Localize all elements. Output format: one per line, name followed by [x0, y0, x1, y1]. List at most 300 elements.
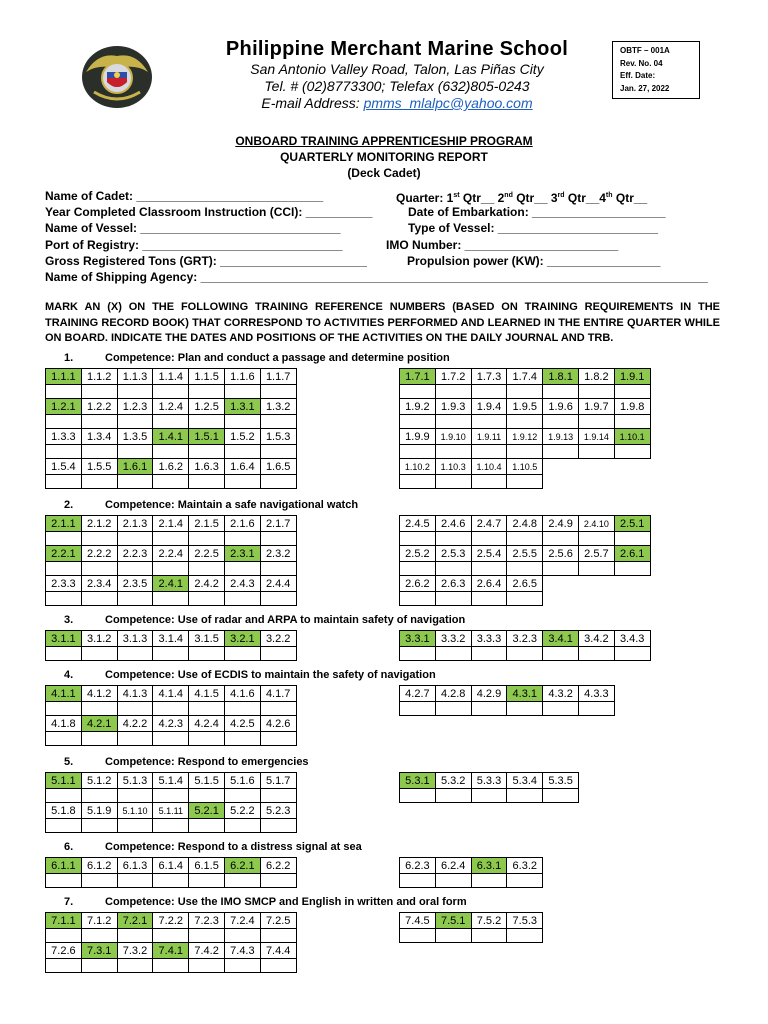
mark-cell[interactable] [614, 532, 650, 546]
mark-cell[interactable] [189, 732, 225, 746]
reference-cell: 7.4.5 [400, 913, 436, 929]
reference-cell: 1.7.1 [400, 369, 436, 385]
mark-cell[interactable] [189, 789, 225, 803]
email-link[interactable]: pmms_mlalpc@yahoo.com [363, 95, 533, 111]
mark-cell[interactable] [153, 929, 189, 943]
mark-cell[interactable] [189, 929, 225, 943]
reference-cell: 7.4.4 [260, 943, 296, 959]
mark-cell[interactable] [224, 874, 260, 888]
mark-cell[interactable] [153, 647, 189, 661]
mark-cell[interactable] [117, 562, 153, 576]
mark-cell[interactable] [224, 929, 260, 943]
competence-number: 1. [64, 352, 74, 364]
reference-cell: 2.4.6 [435, 516, 471, 532]
reference-cell: 1.6.2 [153, 459, 189, 475]
mark-cell[interactable] [117, 789, 153, 803]
mark-cell[interactable] [189, 702, 225, 716]
mark-cell[interactable] [435, 929, 471, 943]
mark-cell[interactable] [189, 874, 225, 888]
mark-cell[interactable] [507, 385, 543, 399]
mark-cell[interactable] [578, 445, 614, 459]
mark-cell[interactable] [81, 702, 117, 716]
vessel-name-field[interactable]: Name of Vessel: ______________________________ [45, 221, 341, 236]
reference-cell: 2.5.4 [471, 546, 507, 562]
mark-cell[interactable] [578, 647, 614, 661]
reference-cell: 2.5.7 [578, 546, 614, 562]
reference-cell: 2.3.4 [81, 576, 117, 592]
mark-cell[interactable] [224, 475, 260, 489]
school-address: San Antonio Valley Road, Talon, Las Piñas City [250, 61, 544, 77]
mark-cell[interactable] [81, 475, 117, 489]
mark-cell[interactable] [260, 415, 296, 429]
reference-cell: 1.6.3 [189, 459, 225, 475]
reference-cell: 2.2.5 [189, 546, 225, 562]
reference-cell: 5.3.4 [507, 773, 543, 789]
mark-cell[interactable] [435, 532, 471, 546]
mark-cell[interactable] [117, 874, 153, 888]
mark-cell[interactable] [153, 789, 189, 803]
mark-cell[interactable] [614, 445, 650, 459]
competence-title [45, 669, 436, 681]
reference-cell: 2.1.4 [153, 516, 189, 532]
mark-cell[interactable] [435, 385, 471, 399]
reference-cell: 4.1.3 [117, 686, 153, 702]
mark-cell[interactable] [543, 415, 579, 429]
mark-cell[interactable] [153, 702, 189, 716]
mark-cell[interactable] [117, 819, 153, 833]
competence-title [45, 499, 358, 511]
mark-cell[interactable] [400, 532, 436, 546]
mark-cell[interactable] [81, 959, 117, 973]
reference-cell: 3.2.2 [260, 631, 296, 647]
mark-cell[interactable] [46, 532, 82, 546]
mark-cell[interactable] [46, 929, 82, 943]
mark-cell[interactable] [260, 732, 296, 746]
report-title: QUARTERLY MONITORING REPORT [280, 150, 488, 164]
reference-cell: 5.1.2 [81, 773, 117, 789]
reference-cell: 7.2.5 [260, 913, 296, 929]
mark-cell[interactable] [153, 592, 189, 606]
reference-cell: 4.3.3 [578, 686, 614, 702]
mark-cell[interactable] [507, 475, 543, 489]
mark-cell[interactable] [578, 385, 614, 399]
mark-cell[interactable] [224, 819, 260, 833]
mark-cell[interactable] [117, 929, 153, 943]
reference-cell: 4.2.7 [400, 686, 436, 702]
reference-cell: 5.3.3 [471, 773, 507, 789]
reference-cell: 1.6.1 [117, 459, 153, 475]
reference-cell: 3.1.2 [81, 631, 117, 647]
reference-cell: 6.2.1 [224, 858, 260, 874]
mark-cell[interactable] [543, 647, 579, 661]
mark-cell[interactable] [578, 702, 614, 716]
mark-cell[interactable] [153, 819, 189, 833]
mark-cell[interactable] [224, 532, 260, 546]
mark-cell[interactable] [224, 592, 260, 606]
mark-cell[interactable] [153, 475, 189, 489]
mark-cell[interactable] [117, 415, 153, 429]
reference-cell: 7.1.2 [81, 913, 117, 929]
port-registry-field[interactable]: Port of Registry: ______________________________ [45, 237, 343, 252]
mark-cell[interactable] [260, 929, 296, 943]
mark-cell[interactable] [260, 647, 296, 661]
cadet-info-form [45, 188, 735, 285]
mark-cell[interactable] [224, 562, 260, 576]
mark-cell[interactable] [46, 415, 82, 429]
mark-cell[interactable] [46, 562, 82, 576]
mark-cell[interactable] [81, 789, 117, 803]
mark-cell[interactable] [400, 702, 436, 716]
mark-cell[interactable] [117, 385, 153, 399]
mark-cell[interactable] [153, 959, 189, 973]
mark-cell[interactable] [400, 647, 436, 661]
reference-cell: 2.1.6 [224, 516, 260, 532]
mark-cell[interactable] [260, 702, 296, 716]
mark-cell[interactable] [471, 532, 507, 546]
mark-cell[interactable] [507, 445, 543, 459]
mark-cell[interactable] [46, 959, 82, 973]
cadet-name-field[interactable]: Name of Cadet: ____________________________ [45, 189, 324, 203]
reference-cell: 3.4.1 [543, 631, 579, 647]
mark-cell[interactable] [435, 445, 471, 459]
mark-cell[interactable] [81, 929, 117, 943]
mark-cell[interactable] [189, 819, 225, 833]
mark-cell[interactable] [46, 702, 82, 716]
reference-cell: 1.10.4 [471, 459, 507, 475]
reference-cell: 2.4.10 [578, 516, 614, 532]
mark-cell[interactable] [153, 532, 189, 546]
reference-cell: 4.2.4 [189, 716, 225, 732]
document-control-box [612, 41, 700, 99]
reference-cell: 2.1.2 [81, 516, 117, 532]
reference-cell: 5.3.1 [400, 773, 436, 789]
competence-label: Competence: Use of ECDIS to maintain the safety of navigation [105, 669, 436, 681]
mark-cell[interactable] [614, 415, 650, 429]
reference-cell: 1.9.10 [435, 429, 471, 445]
reference-cell: 1.1.3 [117, 369, 153, 385]
reference-cell: 2.1.3 [117, 516, 153, 532]
mark-cell[interactable] [471, 929, 507, 943]
reference-cell: 2.6.4 [471, 576, 507, 592]
mark-cell[interactable] [81, 562, 117, 576]
mark-cell[interactable] [189, 532, 225, 546]
mark-cell[interactable] [435, 702, 471, 716]
mark-cell[interactable] [81, 385, 117, 399]
competence-label: Competence: Respond to a distress signal at sea [105, 841, 362, 853]
mark-cell[interactable] [81, 819, 117, 833]
mark-cell[interactable] [507, 647, 543, 661]
competences.4.right_rows-grid [399, 772, 579, 803]
mark-cell[interactable] [400, 562, 436, 576]
mark-cell[interactable] [81, 732, 117, 746]
mark-cell[interactable] [260, 789, 296, 803]
reference-cell: 3.3.2 [435, 631, 471, 647]
mark-cell[interactable] [260, 475, 296, 489]
mark-cell[interactable] [189, 475, 225, 489]
reference-cell: 4.2.6 [260, 716, 296, 732]
mark-cell[interactable] [578, 532, 614, 546]
mark-cell[interactable] [81, 445, 117, 459]
reference-cell: 4.2.1 [81, 716, 117, 732]
mark-cell[interactable] [153, 874, 189, 888]
mark-cell[interactable] [400, 415, 436, 429]
instruction-text: MARK AN (X) ON THE FOLLOWING TRAINING REFERENCE NUMBERS (BASED ON TRAINING REQUIREMENTS IN THE TRAINING RECORD BOOK) THAT CORRESPOND TO ACTIVITIES PERFORMED AND LEARNED IN THE ENTIRE QUARTER WHILE ON BOARD. INDICATE THE DATES AND POSITIONS OF THE ACTIVITIES ON THE DAILY JOURNAL AND TRB. [45, 301, 720, 344]
competences.3.left_rows-grid [45, 685, 297, 746]
mark-cell[interactable] [543, 789, 579, 803]
mark-cell[interactable] [153, 445, 189, 459]
reference-cell: 4.1.4 [153, 686, 189, 702]
mark-cell[interactable] [46, 732, 82, 746]
reference-cell: 1.2.4 [153, 399, 189, 415]
mark-cell[interactable] [507, 929, 543, 943]
reference-cell: 1.9.1 [614, 369, 650, 385]
mark-cell[interactable] [117, 532, 153, 546]
competences.6.left_rows-grid [45, 912, 297, 973]
mark-cell[interactable] [46, 385, 82, 399]
reference-cell: 1.1.4 [153, 369, 189, 385]
reference-cell: 1.5.2 [224, 429, 260, 445]
reference-cell: 4.2.5 [224, 716, 260, 732]
mark-cell[interactable] [435, 647, 471, 661]
reference-cell: 1.6.4 [224, 459, 260, 475]
reference-cell: 1.3.4 [81, 429, 117, 445]
competence-number: 2. [64, 499, 74, 511]
reference-cell: 1.6.5 [260, 459, 296, 475]
email-label: E-mail Address: [261, 95, 364, 111]
reference-cell: 1.1.6 [224, 369, 260, 385]
mark-cell[interactable] [260, 592, 296, 606]
reference-cell: 5.2.2 [224, 803, 260, 819]
reference-cell: 1.1.2 [81, 369, 117, 385]
reference-cell: 5.2.1 [189, 803, 225, 819]
mark-cell[interactable] [81, 874, 117, 888]
mark-cell[interactable] [435, 874, 471, 888]
mark-cell[interactable] [189, 959, 225, 973]
mark-cell[interactable] [614, 647, 650, 661]
mark-cell[interactable] [81, 647, 117, 661]
mark-cell[interactable] [507, 789, 543, 803]
reference-cell: 1.9.8 [614, 399, 650, 415]
mark-cell[interactable] [224, 415, 260, 429]
reference-cell: 2.2.1 [46, 546, 82, 562]
mark-cell[interactable] [224, 732, 260, 746]
school-phone: Tel. # (02)8773300; Telefax (632)805-0243 [264, 78, 530, 94]
mark-cell[interactable] [189, 385, 225, 399]
mark-cell[interactable] [81, 415, 117, 429]
reference-cell: 1.2.1 [46, 399, 82, 415]
mark-cell[interactable] [435, 415, 471, 429]
mark-cell[interactable] [46, 789, 82, 803]
mark-cell[interactable] [46, 445, 82, 459]
reference-cell: 1.9.4 [471, 399, 507, 415]
mark-cell[interactable] [578, 562, 614, 576]
reference-cell: 7.1.1 [46, 913, 82, 929]
mark-cell[interactable] [189, 562, 225, 576]
mark-cell[interactable] [260, 532, 296, 546]
mark-cell[interactable] [400, 929, 436, 943]
reference-cell: 1.4.1 [153, 429, 189, 445]
mark-cell[interactable] [260, 445, 296, 459]
reference-cell: 6.2.4 [435, 858, 471, 874]
mark-cell[interactable] [117, 959, 153, 973]
mark-cell[interactable] [507, 415, 543, 429]
mark-cell[interactable] [117, 475, 153, 489]
cci-field[interactable]: Year Completed Classroom Instruction (CCI): __________ [45, 205, 373, 220]
reference-cell: 6.1.1 [46, 858, 82, 874]
competence-title [45, 896, 467, 908]
mark-cell[interactable] [471, 702, 507, 716]
mark-cell[interactable] [400, 385, 436, 399]
reference-cell: 4.1.8 [46, 716, 82, 732]
mark-cell[interactable] [471, 789, 507, 803]
competence-number: 3. [64, 614, 74, 626]
reference-cell: 1.9.9 [400, 429, 436, 445]
mark-cell[interactable] [117, 445, 153, 459]
mark-cell[interactable] [153, 732, 189, 746]
mark-cell[interactable] [400, 475, 436, 489]
reference-cell: 1.2.2 [81, 399, 117, 415]
mark-cell[interactable] [81, 532, 117, 546]
mark-cell[interactable] [224, 959, 260, 973]
mark-cell[interactable] [189, 445, 225, 459]
mark-cell[interactable] [153, 562, 189, 576]
mark-cell[interactable] [224, 445, 260, 459]
mark-cell[interactable] [435, 592, 471, 606]
reference-cell: 1.10.5 [507, 459, 543, 475]
mark-cell[interactable] [471, 475, 507, 489]
reference-cell: 5.1.4 [153, 773, 189, 789]
mark-cell[interactable] [224, 647, 260, 661]
mark-cell[interactable] [400, 592, 436, 606]
mark-cell[interactable] [260, 819, 296, 833]
mark-cell[interactable] [260, 959, 296, 973]
mark-cell[interactable] [614, 385, 650, 399]
competences.0.left_rows-grid [45, 368, 297, 489]
competence-number: 4. [64, 669, 74, 681]
mark-cell[interactable] [260, 874, 296, 888]
reference-cell: 3.4.3 [614, 631, 650, 647]
reference-cell: 6.1.2 [81, 858, 117, 874]
grt-field[interactable]: Gross Registered Tons (GRT): ______________________ [45, 253, 367, 268]
mark-cell[interactable] [153, 415, 189, 429]
competence-title [45, 841, 362, 853]
mark-cell[interactable] [543, 562, 579, 576]
reference-cell: 1.7.4 [507, 369, 543, 385]
competences.2.left_rows-grid [45, 630, 297, 661]
reference-cell: 1.3.3 [46, 429, 82, 445]
mark-cell[interactable] [471, 874, 507, 888]
mark-cell[interactable] [507, 532, 543, 546]
competence-number: 7. [64, 896, 74, 908]
reference-cell: 7.2.2 [153, 913, 189, 929]
mark-cell[interactable] [578, 415, 614, 429]
mark-cell[interactable] [614, 562, 650, 576]
mark-cell[interactable] [224, 702, 260, 716]
competences.5.left_rows-grid [45, 857, 297, 888]
mark-cell[interactable] [189, 647, 225, 661]
mark-cell[interactable] [400, 874, 436, 888]
reference-cell: 6.2.2 [260, 858, 296, 874]
mark-cell[interactable] [224, 789, 260, 803]
reference-cell: 5.1.6 [224, 773, 260, 789]
mark-cell[interactable] [189, 415, 225, 429]
mark-cell[interactable] [400, 789, 436, 803]
quarter-field[interactable]: Quarter: 1st Qtr__ 2nd Qtr__ 3rd Qtr__4th Qtr__ [396, 191, 648, 205]
mark-cell[interactable] [46, 819, 82, 833]
mark-cell[interactable] [507, 592, 543, 606]
mark-cell[interactable] [117, 592, 153, 606]
reference-cell: 2.1.5 [189, 516, 225, 532]
reference-cell: 1.5.5 [81, 459, 117, 475]
reference-cell: 5.1.11 [153, 803, 189, 819]
mark-cell[interactable] [471, 647, 507, 661]
mark-cell[interactable] [46, 647, 82, 661]
mark-cell[interactable] [117, 702, 153, 716]
shipping-agency-field[interactable]: Name of Shipping Agency: ____________________________________________________________________________ [45, 269, 708, 284]
embarkation-field[interactable]: Date of Embarkation: ____________________ [408, 205, 666, 220]
reference-cell: 7.2.6 [46, 943, 82, 959]
mark-cell[interactable] [471, 445, 507, 459]
reference-cell: 7.4.1 [153, 943, 189, 959]
mark-cell[interactable] [46, 874, 82, 888]
vessel-type-field[interactable]: Type of Vessel: ________________________ [408, 221, 658, 236]
reference-cell: 4.2.9 [471, 686, 507, 702]
reference-cell: 2.3.3 [46, 576, 82, 592]
mark-cell[interactable] [260, 562, 296, 576]
mark-cell[interactable] [543, 385, 579, 399]
mark-cell[interactable] [471, 385, 507, 399]
propulsion-field[interactable]: Propulsion power (KW): _________________ [407, 253, 661, 268]
reference-cell: 4.1.2 [81, 686, 117, 702]
reference-cell: 4.1.5 [189, 686, 225, 702]
mark-cell[interactable] [471, 562, 507, 576]
mark-cell[interactable] [435, 789, 471, 803]
mark-cell[interactable] [543, 445, 579, 459]
reference-cell: 7.2.3 [189, 913, 225, 929]
reference-cell: 1.9.7 [578, 399, 614, 415]
mark-cell[interactable] [46, 592, 82, 606]
mark-cell[interactable] [46, 475, 82, 489]
reference-cell: 7.3.2 [117, 943, 153, 959]
mark-cell[interactable] [543, 702, 579, 716]
mark-cell[interactable] [260, 385, 296, 399]
mark-cell[interactable] [81, 592, 117, 606]
mark-cell[interactable] [507, 562, 543, 576]
mark-cell[interactable] [543, 532, 579, 546]
mark-cell[interactable] [507, 874, 543, 888]
reference-cell: 7.5.3 [507, 913, 543, 929]
mark-cell[interactable] [507, 702, 543, 716]
reference-cell: 1.3.2 [260, 399, 296, 415]
mark-cell[interactable] [117, 732, 153, 746]
reference-cell: 5.1.8 [46, 803, 82, 819]
mark-cell[interactable] [471, 415, 507, 429]
mark-cell[interactable] [400, 445, 436, 459]
mark-cell[interactable] [435, 562, 471, 576]
school-name: Philippine Merchant Marine School [225, 38, 569, 60]
mark-cell[interactable] [435, 475, 471, 489]
reference-cell: 7.4.2 [189, 943, 225, 959]
reference-cell: 2.5.6 [543, 546, 579, 562]
reference-cell: 2.4.1 [153, 576, 189, 592]
mark-cell[interactable] [153, 385, 189, 399]
mark-cell[interactable] [224, 385, 260, 399]
mark-cell[interactable] [189, 592, 225, 606]
imo-number-field[interactable]: IMO Number: _______________________ [386, 237, 619, 252]
mark-cell[interactable] [117, 647, 153, 661]
mark-cell[interactable] [471, 592, 507, 606]
reference-cell: 6.2.3 [400, 858, 436, 874]
